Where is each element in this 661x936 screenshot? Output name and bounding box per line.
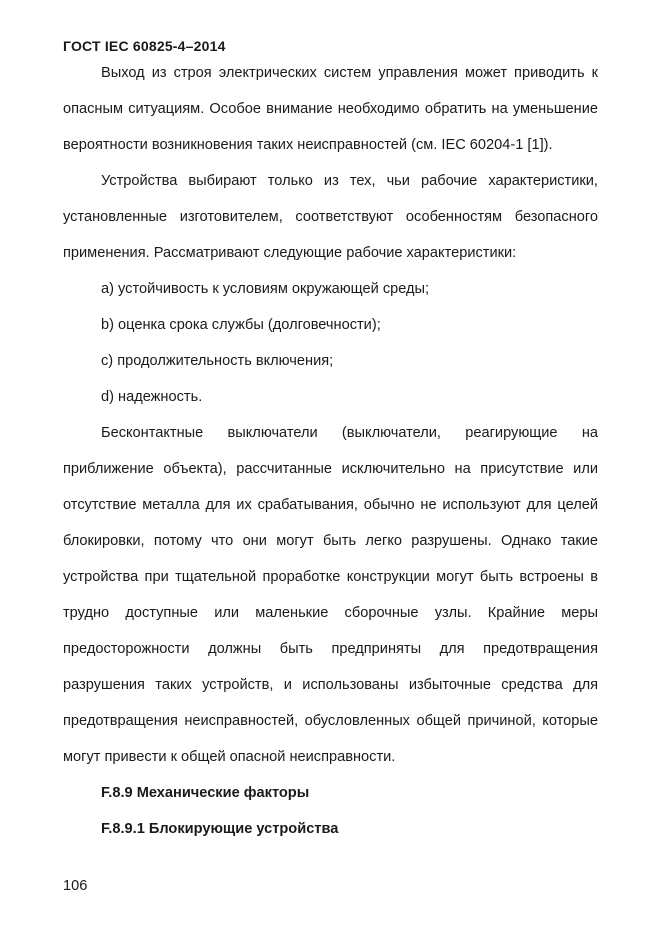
list-item-a: a) устойчивость к условиям окружающей среды; — [101, 281, 430, 297]
page-body — [63, 55, 598, 847]
paragraph-control-systems: Выход из строя электрических систем управления может приводить к опасным ситуациям. Особое внимание необходимо обратить на уменьшение вероятности возникновения таких неисправностей (см. IEC 60204-1 [1]). — [63, 65, 598, 153]
list-item-d: d) надежность. — [101, 389, 203, 405]
list-item-b: b) оценка срока службы (долговечности); — [101, 317, 381, 333]
paragraph-device-selection: Устройства выбирают только из тех, чьи рабочие характеристики, установленные изготовителем, соответствуют особенностям безопасного применения. Рассматривают следующие рабочие характеристики: — [63, 173, 598, 261]
section-heading-mechanical-factors: F.8.9 Механические факторы — [101, 785, 310, 801]
paragraph-proximity-switches: Бесконтактные выключатели (выключатели, реагирующие на приближение объекта), рассчитанные исключительно на присутствие или отсутствие металла для их срабатывания, обычно не используют для целей блокировки, потому что они могут быть легко разрушены. Однако такие устройства при тщательной проработке конструкции могут быть встроены в трудно доступные или маленькие сборочные узлы. Крайние меры предосторожности должны быть предприняты для предотвращения разрушения таких устройств, и использованы избыточные средства для предотвращения неисправностей, обусловленных общей причиной, которые могут привести к общей опасной неисправности. — [63, 425, 598, 765]
list-item-c: c) продолжительность включения; — [101, 353, 334, 369]
section-heading-interlocking-devices: F.8.9.1 Блокирующие устройства — [101, 821, 339, 837]
document-header: ГОСТ IEC 60825-4–2014 — [63, 38, 226, 54]
page-number: 106 — [63, 878, 88, 894]
